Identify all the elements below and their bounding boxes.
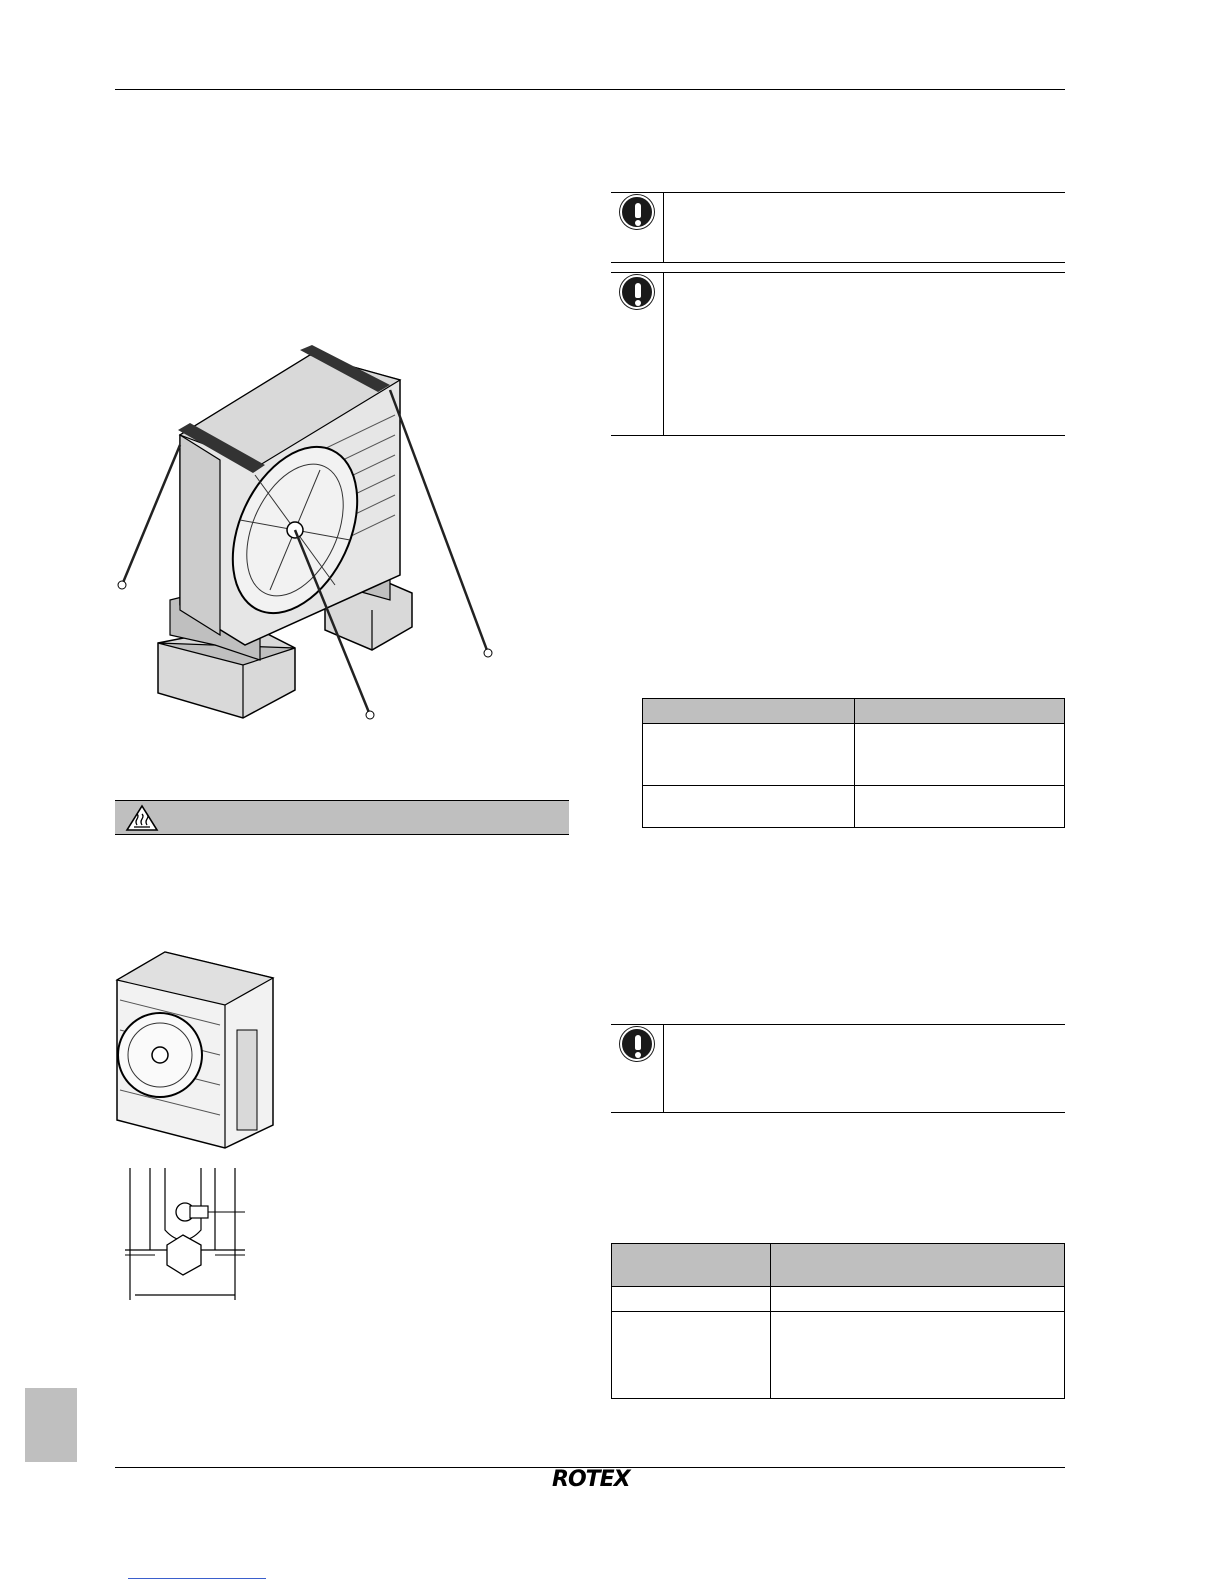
exclamation-circle-icon (620, 275, 654, 309)
hot-surface-warning-bar (115, 800, 569, 835)
chapter-side-tab (25, 1388, 77, 1462)
exclamation-circle-icon (620, 195, 654, 229)
table-row (612, 1312, 1065, 1399)
table-header-cell (771, 1244, 1065, 1287)
notice-1-top-rule (611, 192, 1065, 193)
notice-2-top-rule (611, 272, 1065, 273)
table-cell (855, 724, 1065, 786)
table-cell (612, 1312, 771, 1399)
hot-surface-warning-icon (125, 804, 159, 832)
table-cell (612, 1287, 771, 1312)
table-header-cell (643, 699, 855, 724)
notice-1-bottom-rule (611, 262, 1065, 263)
table-header-cell (855, 699, 1065, 724)
table-cell (643, 724, 855, 786)
table-header-cell (612, 1244, 771, 1287)
spec-table-1 (642, 698, 1065, 828)
table-cell (643, 786, 855, 828)
notice-3-divider (663, 1024, 664, 1112)
brand-logo: ROTEX (552, 1467, 630, 1492)
table-row (643, 724, 1065, 786)
table-cell (771, 1312, 1065, 1399)
table-header-row (612, 1244, 1065, 1287)
table-row (643, 786, 1065, 828)
outdoor-unit-tie-down-drawing (110, 335, 510, 735)
notice-3-bottom-rule (611, 1112, 1065, 1113)
outdoor-unit-tie-down-figure (110, 335, 510, 735)
notice-2-divider (663, 272, 664, 435)
outdoor-unit-valve-figure (105, 950, 285, 1305)
notice-2-bottom-rule (611, 435, 1065, 436)
table-row (612, 1287, 1065, 1312)
notice-3-top-rule (611, 1024, 1065, 1025)
table-header-row (643, 699, 1065, 724)
outdoor-unit-valve-drawing (105, 950, 285, 1305)
notice-1-divider (663, 192, 664, 262)
header-rule (115, 89, 1065, 90)
table-cell (855, 786, 1065, 828)
exclamation-circle-icon (620, 1027, 654, 1061)
spec-table-2 (611, 1243, 1065, 1399)
table-cell (771, 1287, 1065, 1312)
footer-link-underline[interactable] (128, 1578, 266, 1579)
